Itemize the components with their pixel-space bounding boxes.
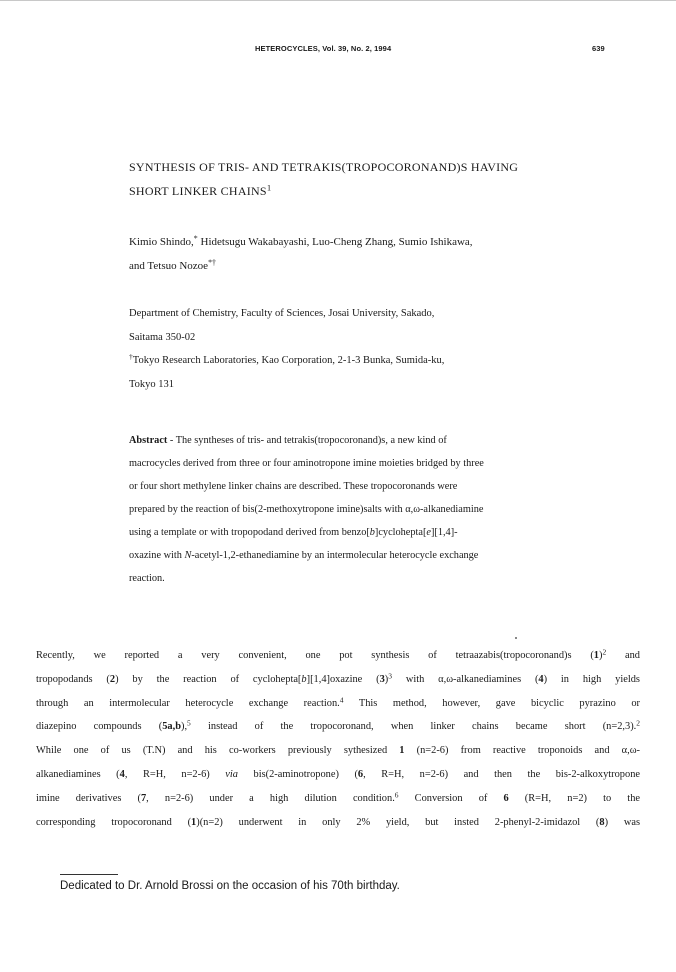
b4d: instead of the tropocoronand, when linker chains became short (n=2,3). — [190, 721, 637, 733]
authors-rest: Hidetsugu Wakabayashi, Luo-Cheng Zhang, Sumio Ishikawa, — [197, 236, 473, 248]
b2f: 3 — [379, 673, 385, 685]
dagger-mark: † — [129, 352, 133, 362]
b2e: ][1,4]oxazine ( — [306, 673, 380, 685]
b8d: 8 — [599, 816, 605, 828]
b4sup: 5 — [187, 718, 191, 728]
abstract-line-2: macrocycles derived from three or four aminotropone imine moieties bridged by three — [129, 458, 484, 469]
authors-line-1 — [129, 230, 599, 254]
affiliation-line-3 — [129, 349, 599, 373]
body-line-1 — [36, 644, 640, 668]
authors-line-2 — [129, 254, 599, 278]
body-line-6 — [36, 763, 640, 787]
abstract-line-3: or four short methylene linker chains are described. These tropocoronands were — [129, 481, 458, 492]
author-shindo: Kimio Shindo, — [129, 236, 194, 248]
b7e: 6 — [503, 792, 509, 804]
dedication-footnote: Dedicated to Dr. Arnold Brossi on the occasion of his 70th birthday. — [60, 880, 400, 892]
abstract-5e: ][1,4]- — [430, 527, 458, 538]
b3a: through an intermolecular heterocycle exchange reaction. — [36, 697, 340, 709]
running-head — [0, 44, 676, 56]
b4a: diazepino compounds ( — [36, 721, 163, 733]
b3b: This method, however, gave bicyclic pyrazino or — [343, 697, 640, 709]
b8e: ) was — [604, 816, 640, 828]
b1d: and — [606, 650, 640, 661]
body-line-5 — [36, 739, 640, 763]
b4sup2: 2 — [636, 718, 640, 728]
b8b: 1 — [191, 816, 197, 828]
b6a: alkanediamines ( — [36, 768, 120, 780]
b1sup: 2 — [602, 647, 607, 657]
title-line-2-text: SHORT LINKER CHAINS — [129, 184, 267, 198]
body-text — [36, 644, 640, 834]
abstract-6c: -acetyl-1,2-ethanediamine by an intermolecular heterocycle exchange — [191, 550, 479, 561]
b8a: corresponding tropocoronand ( — [36, 816, 192, 828]
body-line-3 — [36, 692, 640, 716]
b8c: )(n=2) underwent in only 2% yield, but insted 2-phenyl-2-imidazol ( — [196, 816, 600, 828]
b2j: ) in high yields — [543, 673, 640, 685]
abstract-6a: oxazine with — [129, 550, 185, 561]
b6f: 6 — [357, 768, 364, 780]
body-line-4 — [36, 715, 640, 739]
b2g: ) — [384, 673, 389, 685]
abstract-5b: b — [369, 527, 375, 538]
abstract-6b: N — [184, 550, 192, 561]
b6e: bis(2-aminotropone) ( — [237, 768, 358, 780]
b7d: Conversion of — [398, 792, 504, 804]
b2h: with α,ω-alkanediamines ( — [392, 673, 539, 685]
top-border — [0, 0, 676, 1]
b4c: ), — [180, 721, 188, 733]
b1b: 1 — [593, 650, 599, 661]
b2d: b — [301, 673, 307, 685]
b7b: 7 — [140, 792, 147, 804]
affiliation-line-1: Department of Chemistry, Faculty of Sciences, Josai University, Sakado, — [129, 308, 435, 319]
abstract — [129, 429, 567, 590]
footnote-rule — [60, 874, 118, 875]
b1c: ) — [599, 650, 603, 661]
stray-dot — [515, 637, 517, 639]
b5c: (n=2-6) from reactive troponoids and α,ω- — [404, 745, 641, 757]
abstract-line-6 — [129, 544, 567, 567]
abstract-line-5 — [129, 521, 567, 544]
author-nozoe-mark: *† — [208, 258, 216, 268]
abstract-5c: ]cyclohepta[ — [374, 527, 427, 538]
title-line-2 — [129, 179, 599, 203]
b7f: (R=H, n=2) to the — [508, 792, 641, 804]
abstract-line-1 — [129, 429, 567, 452]
abstract-5d: e — [426, 527, 431, 538]
b4b: 5a,b — [162, 721, 181, 733]
affiliation-line-4: Tokyo 131 — [129, 378, 175, 390]
abstract-label: Abstract — [129, 435, 168, 446]
author-nozoe: and Tetsuo Nozoe — [129, 260, 209, 272]
b6c: , R=H, n=2-6) — [124, 768, 226, 780]
affiliation-line-3-text: Tokyo Research Laboratories, Kao Corporation, 2-1-3 Bunka, Sumida-ku, — [132, 355, 445, 366]
abstract-line-1-text: - The syntheses of tris- and tetrakis(tropocoronand)s, a new kind of — [167, 435, 447, 446]
b6b: 4 — [119, 768, 125, 780]
b7c: , n=2-6) under a high dilution condition. — [146, 792, 395, 804]
b2i: 4 — [538, 673, 544, 685]
affiliations — [129, 302, 599, 396]
b6d: via — [225, 768, 238, 780]
affiliation-line-2: Saitama 350-02 — [129, 331, 196, 343]
b7sup: 6 — [394, 790, 399, 800]
b1a: Recently, we reported a very convenient, one pot synthesis of tetraazabis(tropocoronand)s ( — [36, 650, 594, 661]
article-title — [129, 155, 599, 203]
b3sup: 4 — [339, 694, 344, 704]
page-number: 639 — [592, 44, 605, 53]
abstract-5a: using a template or with tropopodand derived from benzo[ — [129, 527, 370, 538]
body-line-7 — [36, 787, 640, 811]
body-line-8 — [36, 811, 640, 835]
b2b: 2 — [109, 673, 116, 685]
author-shindo-mark: * — [193, 234, 198, 244]
title-footnote-marker: 1 — [266, 182, 272, 193]
b2a: tropopodands ( — [36, 673, 110, 685]
author-list — [129, 230, 599, 278]
b2c: ) by the reaction of cyclohepta[ — [115, 673, 302, 685]
body-line-2 — [36, 668, 640, 692]
b2sup: 3 — [388, 671, 392, 681]
b5a: While one of us (T.N) and his co-workers previously sythesized — [36, 745, 400, 757]
abstract-line-7: reaction. — [129, 573, 165, 584]
b5b: 1 — [399, 745, 405, 757]
title-line-1: SYNTHESIS OF TRIS- AND TETRAKIS(TROPOCORONAND)S HAVING — [129, 160, 519, 174]
b6g: , R=H, n=2-6) and then the bis-2-alkoxytropone — [363, 768, 640, 780]
abstract-line-4: prepared by the reaction of bis(2-methoxytropone imine)salts with α,ω-alkanediamine — [129, 504, 484, 515]
journal-citation: HETEROCYCLES, Vol. 39, No. 2, 1994 — [255, 44, 392, 53]
b7a: imine derivatives ( — [36, 792, 141, 804]
